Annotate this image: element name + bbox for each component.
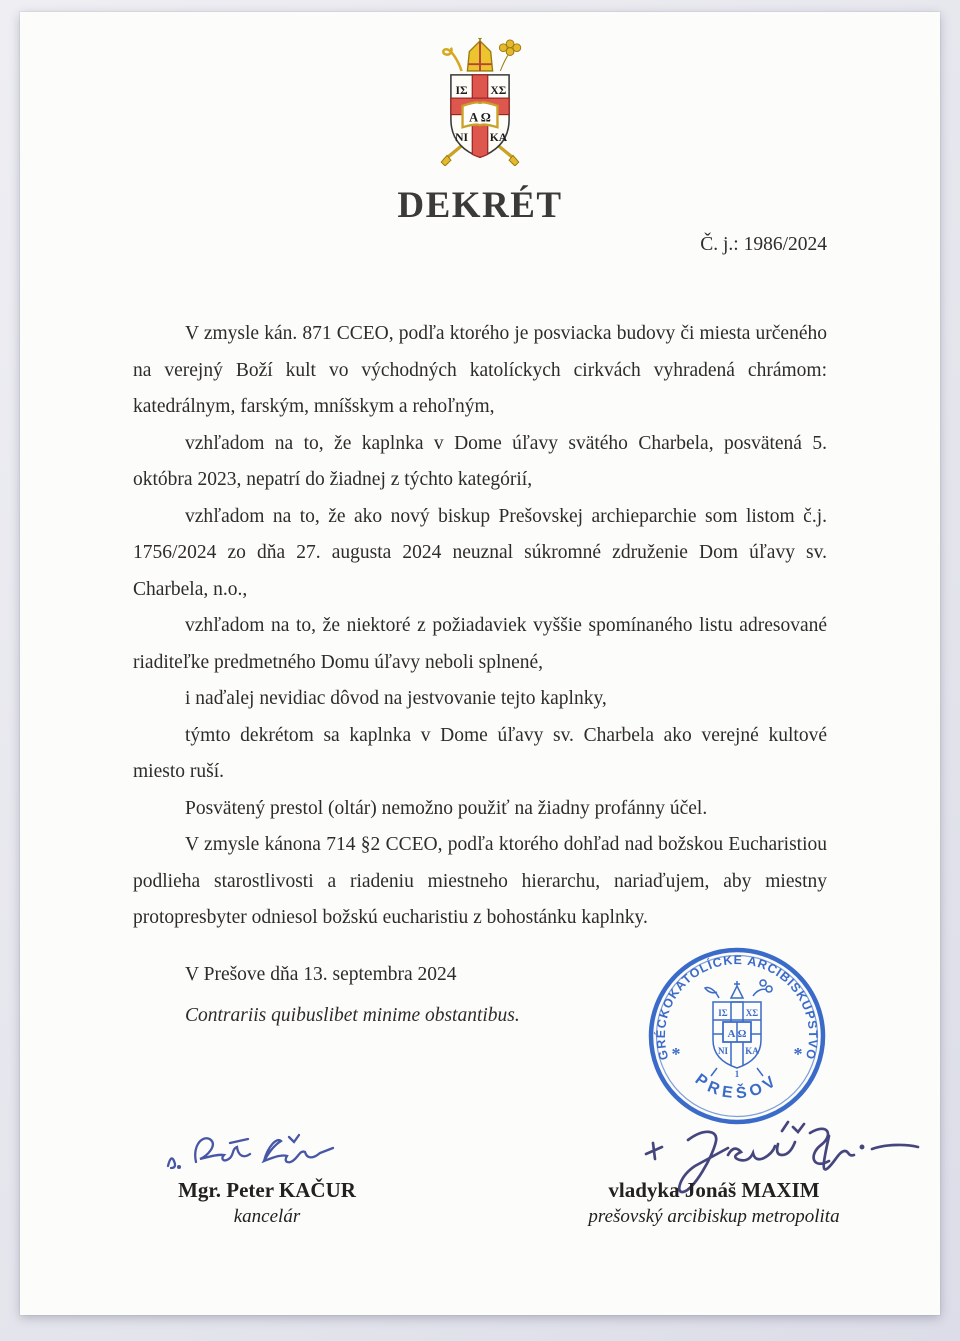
blossom-cross-icon [499, 40, 520, 71]
stamp-letter-is: ΙΣ [718, 1008, 728, 1018]
stamp-alpha-omega: Α Ω [727, 1028, 747, 1040]
crest-letter-xs: ΧΣ [490, 84, 507, 98]
signatory-role-kacur: kancelár [233, 1206, 301, 1227]
stamp-star-left: * [671, 1044, 681, 1064]
paragraph-4: vzhľadom na to, že niektoré z požiadaviek vyššie spomínaného listu adresované riaditeľke predmetného Domu úľavy neboli splnené, [133, 615, 827, 673]
stamp-letter-ni: ΝΙ [717, 1046, 729, 1056]
crest-letter-ni: ΝΙ [455, 130, 469, 144]
signature-kacur-handwriting [160, 1124, 380, 1179]
latin-clause: Contrariis quibuslibet minime obstantibus. [185, 1005, 520, 1026]
stamp-base-number: 1 [734, 1069, 740, 1079]
stamp-star-right: * [793, 1044, 803, 1064]
document-title: DEKRÉT [397, 185, 563, 226]
mitre-icon [467, 38, 492, 71]
decree-body [133, 316, 827, 937]
signatory-role-maxim: prešovský arcibiskup metropolita [588, 1206, 840, 1227]
signatory-name-kacur: Mgr. Peter KAČUR [178, 1178, 356, 1202]
signature-block-maxim [544, 1178, 884, 1228]
episcopal-coat-of-arms-icon [426, 38, 534, 166]
stamp-letter-xs: ΧΣ [745, 1008, 759, 1018]
stamp-ring-text-top: GRÉCKOKATOLÍCKE ARCIBISKUPSTVO [653, 953, 821, 1062]
archbishopric-stamp [645, 944, 829, 1128]
paper-sheet [20, 12, 940, 1315]
reference-number: Č. j.: 1986/2024 [700, 234, 827, 255]
crozier-icon [443, 48, 461, 71]
paragraph-6: týmto dekrétom sa kaplnka v Dome úľavy sv. Charbela ako verejné kultové miesto ruší. [133, 724, 827, 782]
open-book-icon [463, 102, 498, 127]
crest-letter-ka: ΚΑ [489, 130, 508, 144]
stamp-ring-text-bottom: PREŠOV [691, 1070, 783, 1103]
paragraph-5: i naďalej nevidiac dôvod na jestvovanie tejto kaplnky, [185, 688, 607, 709]
paragraph-8: V zmysle kánona 714 §2 CCEO, podľa ktorého dohľad nad božskou Eucharistiou podlieha starostlivosti a riadeniu miestneho hierarchu, nariaďujem, aby miestny protopresbyter odniesol božskú eucharistiu z bohostánku kaplnky. [133, 834, 827, 928]
paragraph-1: V zmysle kán. 871 CCEO, podľa ktorého je posviacka budovy či miesta určeného na verejný Boží kult vo východných katolíckych cirkvách vyhradená chrámom: katedrálnym, farským, mníšskym a rehoľným, [133, 323, 827, 417]
signatory-name-maxim: vladyka Jonáš MAXIM [608, 1178, 820, 1202]
paragraph-3: vzhľadom na to, že ako nový biskup Prešovskej archieparchie som listom č.j. 1756/2024 zo dňa 27. augusta 2024 neuznal súkromné združenie Dom úľavy sv. Charbela, n.o., [133, 505, 827, 600]
signature-block-kacur [107, 1178, 427, 1228]
paragraph-7: Posvätený prestol (oltár) nemožno použiť na žiadny profánny účel. [185, 797, 708, 819]
dateline: V Prešove dňa 13. septembra 2024 [185, 964, 457, 985]
crest-letter-is: ΙΣ [455, 84, 468, 98]
paragraph-2: vzhľadom na to, že kaplnka v Dome úľavy svätého Charbela, posvätená 5. októbra 2023, nepatrí do žiadnej z týchto kategórií, [133, 432, 827, 490]
crest-alpha-omega: Α Ω [469, 110, 491, 125]
stamp-letter-ka: ΚΑ [745, 1046, 759, 1056]
